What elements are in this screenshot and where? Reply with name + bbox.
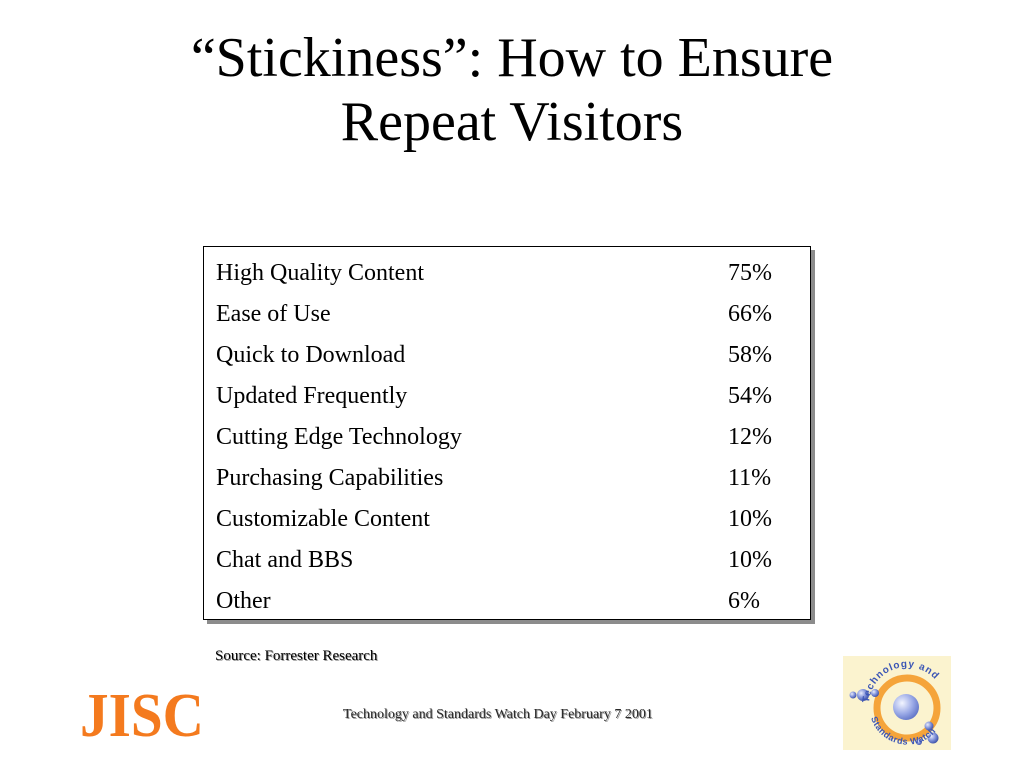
table-row	[216, 253, 796, 294]
table-row	[216, 335, 796, 376]
logo-arc-text-top: Technology and	[860, 658, 942, 704]
slide-title	[0, 26, 1024, 154]
jisc-logo-text: JISC	[80, 682, 204, 748]
row-value: 11%	[728, 465, 772, 491]
row-label: Cutting Edge Technology	[216, 424, 462, 450]
slide-title-line-1: “Stickiness”: How to Ensure	[190, 27, 834, 89]
slide-title-line-2: Repeat Visitors	[340, 91, 684, 153]
row-label: Updated Frequently	[216, 383, 408, 409]
logo-arc-text-bottom: Standards Watch	[868, 714, 938, 747]
row-value: 10%	[728, 547, 772, 573]
table-row	[216, 376, 796, 417]
row-value: 75%	[728, 260, 772, 286]
row-label: Quick to Download	[216, 342, 406, 368]
row-value: 58%	[728, 342, 772, 368]
table-row	[216, 581, 796, 622]
technology-standards-watch-logo	[843, 656, 951, 750]
table-row	[216, 458, 796, 499]
row-label: High Quality Content	[216, 260, 424, 286]
jisc-logo	[80, 676, 206, 748]
logo-ball	[850, 692, 857, 699]
survey-table	[203, 246, 811, 620]
row-value: 6%	[728, 588, 760, 614]
row-value: 66%	[728, 301, 772, 327]
table-row	[216, 417, 796, 458]
row-label: Purchasing Capabilities	[216, 465, 444, 491]
logo-center-ball	[893, 694, 919, 720]
table-row	[216, 294, 796, 335]
row-label: Chat and BBS	[216, 547, 354, 573]
footer-text: Technology and Standards Watch Day February 7 2001	[343, 707, 653, 722]
table-row	[216, 540, 796, 581]
table-row	[216, 499, 796, 540]
row-label: Other	[216, 588, 271, 614]
row-label: Customizable Content	[216, 506, 430, 532]
source-note: Source: Forrester Research	[215, 648, 378, 664]
row-value: 12%	[728, 424, 772, 450]
row-label: Ease of Use	[216, 301, 331, 327]
row-value: 54%	[728, 383, 772, 409]
row-value: 10%	[728, 506, 772, 532]
